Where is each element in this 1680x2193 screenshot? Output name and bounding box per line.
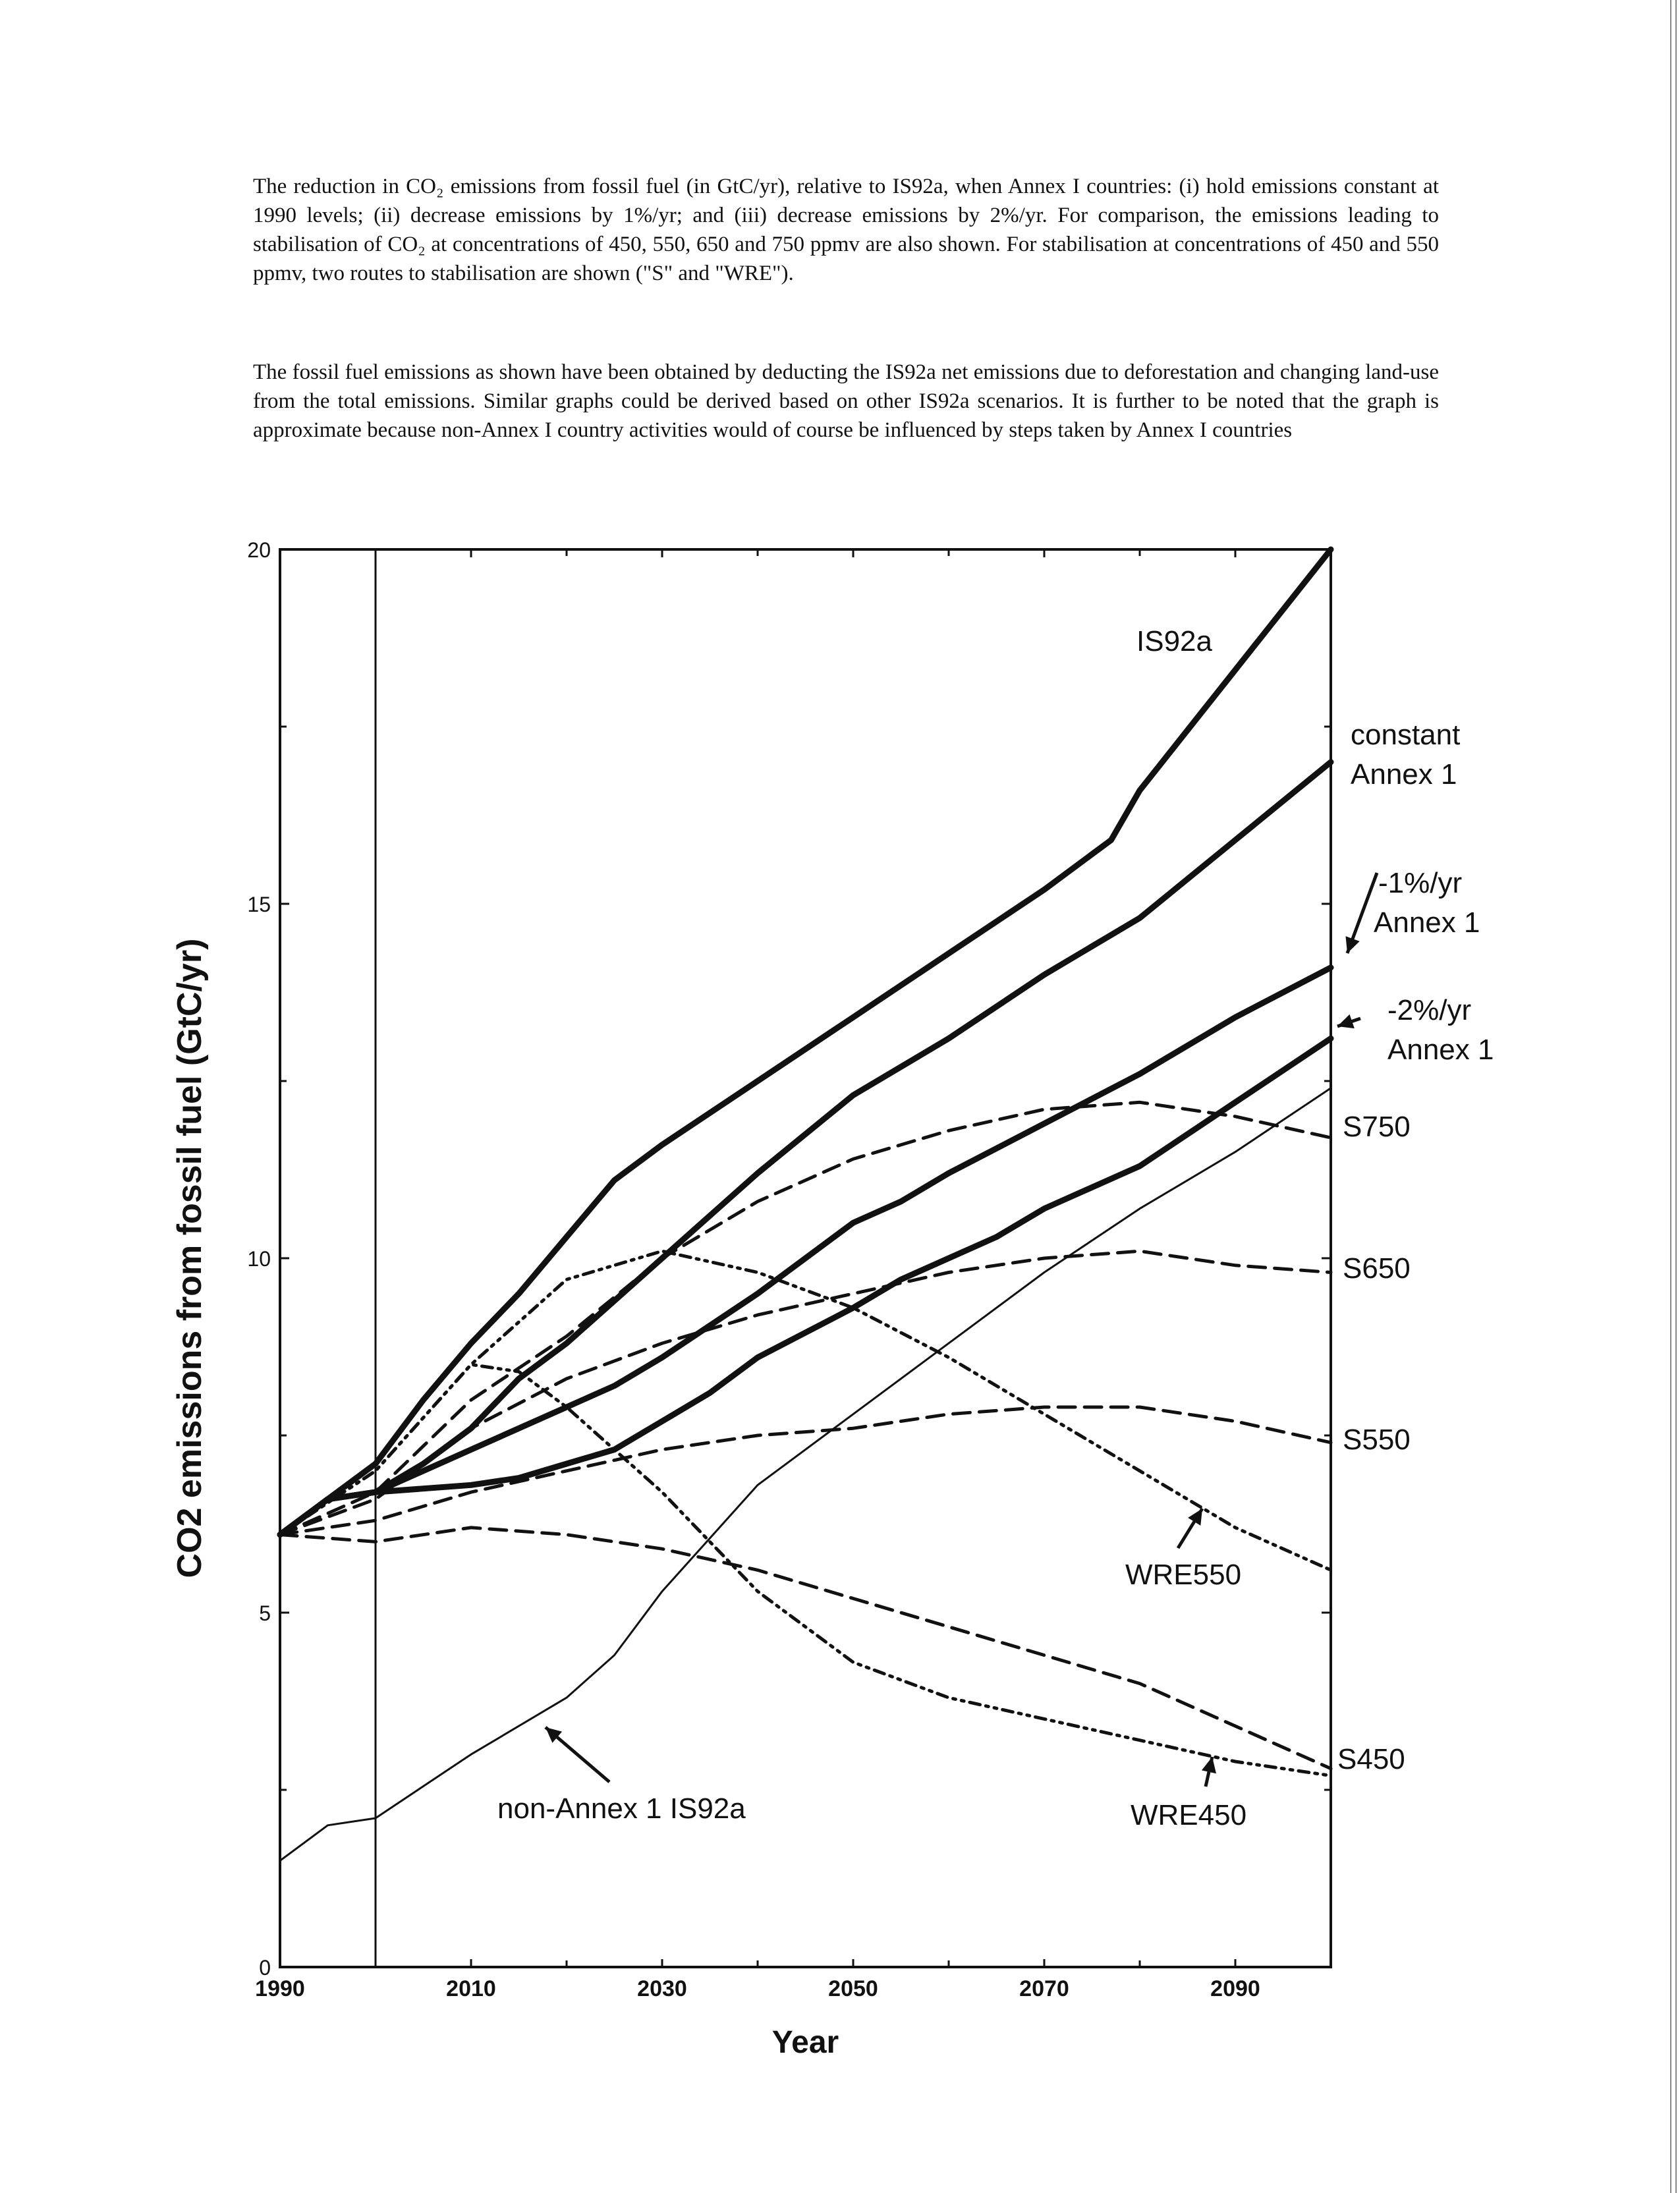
annotation-label: -2%/yr — [1387, 994, 1472, 1026]
annotation-label: IS92a — [1136, 625, 1212, 657]
series-line-non-annex-1-is92a — [280, 1088, 1331, 1861]
annotation-label: S450 — [1337, 1743, 1405, 1775]
series-line-s550 — [280, 1407, 1331, 1535]
x-tick-label: 2050 — [828, 1976, 878, 2001]
arrowhead-icon — [1337, 1014, 1355, 1028]
series-line-constant-annex-1 — [280, 762, 1331, 1535]
y-tick-label: 0 — [259, 1956, 271, 1980]
caption-paragraph-1: The reduction in CO₂ emissions from fossil fuel (in GtC/yr), relative to IS92a, when Annex I countries: (i) hold emissions constant at 1990 levels; (ii) decrease emissions by 1%/yr; and (iii) decrease emissions by 2%/yr. For comparison, the emissions leading to stabilisation of CO₂ at concentrations of 450, 550, 650 and 750 ppmv are also shown. For stabilisation at concentrations of 450 and 550 ppmv, two routes to stabilisation are shown ("S" and "WRE"). — [253, 175, 1439, 285]
x-tick-label: 2010 — [446, 1976, 496, 2001]
annotation-label: WRE550 — [1125, 1559, 1242, 1591]
series-line-2-yr-annex-1 — [280, 1038, 1331, 1534]
series-line-s750 — [280, 1102, 1331, 1534]
annotation-label: Annex 1 — [1374, 906, 1480, 939]
x-tick-label: 2090 — [1210, 1976, 1260, 2001]
caption-paragraph-2: The fossil fuel emissions as shown have been obtained by deducting the IS92a net emissions due to deforestation and changing land-use from the total emissions. Similar graphs could be derived based on other IS92a scenarios. It is further to be noted that the graph is approximate because non-Annex I country activities would of course be influenced by steps taken by Annex I countries — [253, 360, 1439, 442]
y-tick-label: 15 — [247, 893, 271, 916]
annotation-label: S550 — [1343, 1424, 1411, 1456]
series-line-is92a — [280, 549, 1331, 1535]
annotation-label: Annex 1 — [1351, 758, 1457, 791]
x-tick-label: 1990 — [255, 1976, 305, 2001]
y-tick-label: 10 — [247, 1247, 271, 1271]
y-tick-label: 5 — [259, 1601, 271, 1625]
y-tick-label: 20 — [247, 538, 271, 562]
y-axis-label: CO2 emissions from fossil fuel (GtC/yr) — [171, 938, 209, 1578]
x-axis-label: Year — [771, 2025, 839, 2060]
annotation-label: -1%/yr — [1378, 867, 1463, 899]
series-line-s650 — [280, 1251, 1331, 1534]
annotation-label: WRE450 — [1131, 1799, 1247, 1831]
annotation-label: Annex 1 — [1387, 1034, 1494, 1066]
arrowhead-icon — [1202, 1757, 1216, 1773]
annotation-label: S750 — [1343, 1111, 1411, 1143]
x-tick-label: 2070 — [1019, 1976, 1069, 2001]
x-tick-label: 2030 — [637, 1976, 687, 2001]
annotation-label: constant — [1351, 719, 1461, 751]
annotation-label: S650 — [1343, 1252, 1411, 1285]
annotation-label: non-Annex 1 IS92a — [497, 1792, 746, 1825]
